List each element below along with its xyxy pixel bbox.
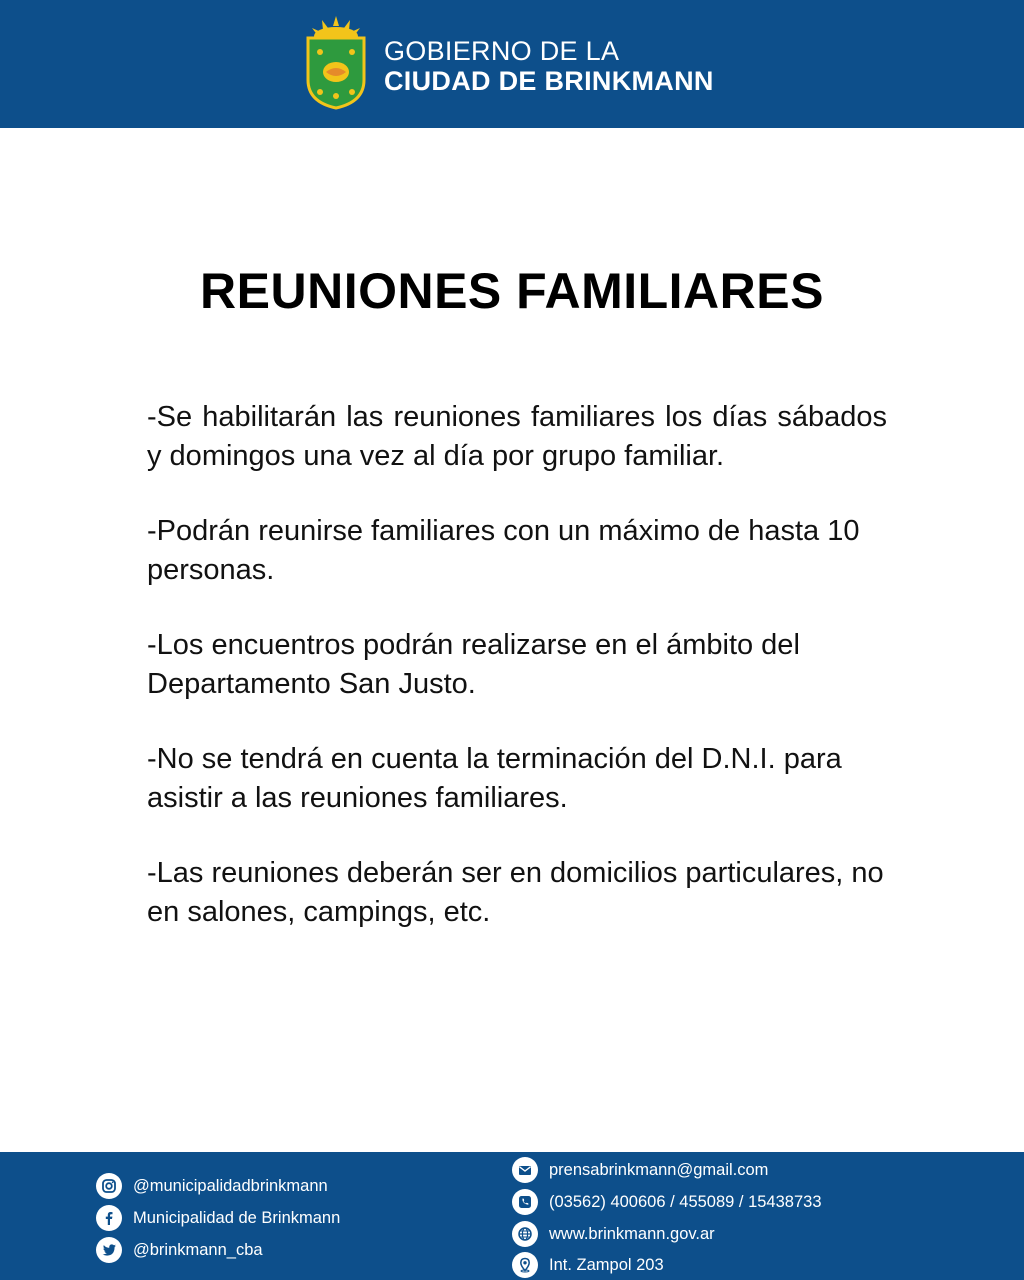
footer-twitter[interactable] [96,1237,263,1263]
footer-facebook[interactable] [96,1205,340,1231]
twitter-handle: @brinkmann_cba [133,1240,263,1259]
footer-bar [0,1152,1024,1280]
header-bar [0,0,1024,128]
announcement-item: -Las reuniones deberán ser en domicilios particulares, no en salones, campings, etc. [147,857,884,928]
phone-numbers: (03562) 400606 / 455089 / 15438733 [549,1192,822,1211]
footer-email[interactable] [512,1157,768,1183]
phone-icon [512,1189,538,1215]
footer-website[interactable] [512,1221,715,1247]
header-title-line1: GOBIERNO DE LA [384,36,620,66]
footer-instagram[interactable] [96,1173,328,1199]
header-title-line2: CIUDAD DE BRINKMANN [384,66,714,96]
announcement-item: -No se tendrá en cuenta la terminación del D.N.I. para asistir a las reuniones familiares. [147,743,842,814]
instagram-handle: @municipalidadbrinkmann [133,1176,328,1195]
location-icon [512,1252,538,1278]
facebook-icon [96,1205,122,1231]
page-title: REUNIONES FAMILIARES [200,263,824,319]
announcement-item: -Podrán reunirse familiares con un máximo de hasta 10 personas. [147,515,860,586]
announcement-item: -Los encuentros podrán realizarse en el ámbito del Departamento San Justo. [147,629,800,700]
announcement-body [147,398,887,968]
footer-address [512,1252,664,1278]
instagram-icon [96,1173,122,1199]
twitter-icon [96,1237,122,1263]
email-address: prensabrinkmann@gmail.com [549,1160,769,1179]
website-url: www.brinkmann.gov.ar [549,1224,715,1243]
facebook-page: Municipalidad de Brinkmann [133,1208,341,1227]
announcement-item: -Se habilitarán las reuniones familiares los días sábados y domingos una vez al día por grupo familiar. [147,401,887,472]
email-icon [512,1157,538,1183]
street-address: Int. Zampol 203 [549,1255,664,1274]
city-crest-logo [300,14,372,110]
footer-phone[interactable] [512,1189,822,1215]
globe-icon [512,1221,538,1247]
